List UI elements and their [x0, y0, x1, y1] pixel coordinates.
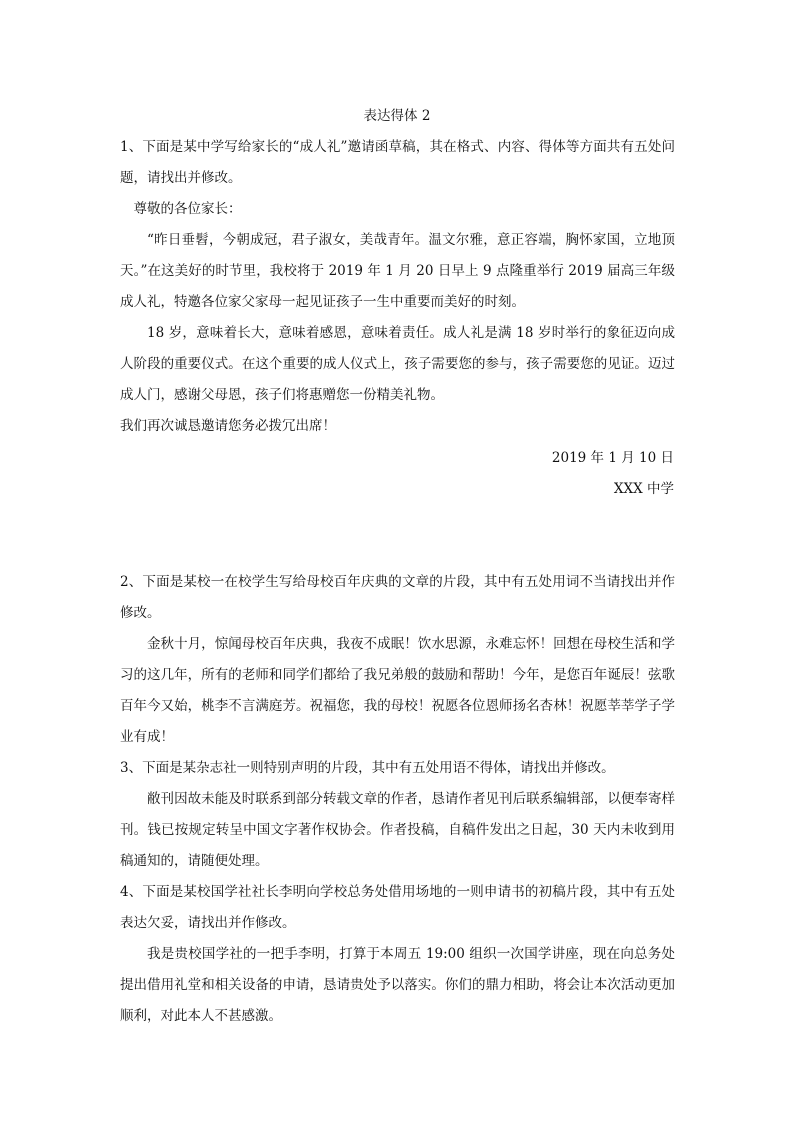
letter-paragraph-1: “昨日垂髫，今朝成冠，君子淑女，美哉青年。温文尔雅，意正容端，胸怀家国，立地顶天。”在这美好的时节里，我校将于 2019 年 1 月 20 日早上 9 点隆重举行 2019 届高三年级成人礼，特邀各位家父家母一起见证孩子一生中重要而美好的时刻。 [120, 232, 675, 310]
letter-paragraph-3: 我们再次诚恳邀请您务必拨冗出席！ [120, 418, 336, 434]
question-2-passage: 金秋十月，惊闻母校百年庆典，我夜不成眠！饮水思源，永难忘怀！回想在母校生活和学习的这几年，所有的老师和同学们都给了我兄弟般的鼓励和帮助！今年，是您百年诞辰！弦歌百年今又始，桃李不言满庭芳。祝福您，我的母校！祝愿各位恩师扬名杏林！祝愿莘莘学子学业有成！ [120, 636, 675, 745]
question-3-passage: 敝刊因故未能及时联系到部分转载文章的作者，恳请作者见刊后联系编辑部，以便奉寄样刊。钱已按规定转呈中国文字著作权协会。作者投稿，自稿件发出之日起，30 天内未收到用稿通知的，请随便处理。 [120, 791, 675, 869]
question-3-prompt: 3、下面是某杂志社一则特别声明的片段，其中有五处用语不得体，请找出并修改。 [120, 760, 615, 776]
question-1-prompt: 1、下面是某中学写给家长的“成人礼”邀请函草稿，其在格式、内容、得体等方面共有五处问题，请找出并修改。 [120, 139, 675, 186]
letter-date: 2019 年 1 月 10 日 [551, 450, 674, 466]
letter-salutation: 尊敬的各位家长： [133, 201, 242, 217]
letter-signature: XXX 中学 [613, 481, 674, 497]
question-4-passage: 我是贵校国学社的一把手李明，打算于本周五 19:00 组织一次国学讲座，现在向总务处提出借用礼堂和相关设备的申请，恳请贵处予以落实。你们的鼎力相助，将会让本次活动更加顺利，对此本人不甚感激。 [120, 946, 675, 1024]
question-4-prompt: 4、下面是某校国学社社长李明向学校总务处借用场地的一则申请书的初稿片段，其中有五处表达欠妥，请找出并作修改。 [120, 884, 675, 931]
letter-paragraph-2: 18 岁，意味着长大，意味着感恩，意味着责任。成人礼是满 18 岁时举行的象征迈向成人阶段的重要仪式。在这个重要的成人仪式上，孩子需要您的参与，孩子需要您的见证。迈过成人门，感谢父母恩，孩子们将惠赠您一份精美礼物。 [120, 325, 675, 403]
page-title: 表达得体 2 [363, 108, 431, 124]
question-2-prompt: 2、下面是某校一在校学生写给母校百年庆典的文章的片段，其中有五处用词不当请找出并作修改。 [120, 574, 675, 621]
